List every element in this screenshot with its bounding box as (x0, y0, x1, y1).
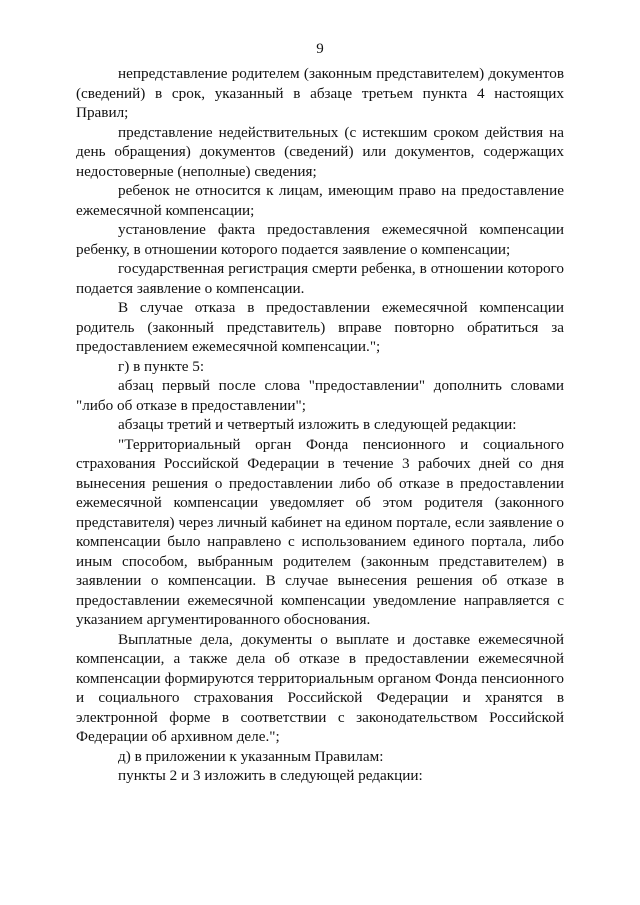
page-number: 9 (316, 41, 324, 57)
paragraph-refusal-ground-already-granted: установление факта предоставления ежемесячной компенсации ребенку, в отношении которого подается заявление о компенсации; (76, 221, 564, 258)
paragraph-repeat-application: В случае отказа в предоставлении ежемесячной компенсации родитель (законный представитель) вправе повторно обратиться за предоставлением ежемесячной компенсации."; (76, 299, 564, 355)
paragraph-item-d: д) в приложении к указанным Правилам: (118, 747, 384, 765)
paragraph-third-fourth-abzac: абзацы третий и четвертый изложить в следующей редакции: (118, 416, 517, 433)
paragraph-item-g: г) в пункте 5: (118, 357, 205, 375)
paragraph-refusal-ground-not-eligible: ребенок не относится к лицам, имеющим право на предоставление ежемесячной компенсации; (76, 182, 564, 219)
paragraph-refusal-ground-documents: непредставление родителем (законным представителем) документов (сведений) в срок, указанный в абзаце третьем пункта 4 настоящих Правил; (76, 65, 564, 121)
paragraph-refusal-ground-invalid: представление недействительных (с истекшим сроком действия на день обращения) документов (сведений) или документов, содержащих недостоверные (неполные) сведения; (76, 123, 564, 180)
paragraph-first-abzac-amendment: абзац первый после слова "предоставлении" дополнить словами "либо об отказе в предоставлении"; (76, 377, 564, 414)
paragraph-notification: "Территориальный орган Фонда пенсионного и социального страхования Российской Федерации в течение 3 рабочих дней со дня вынесения решения о предоставлении либо об отказе в предоставлении ежемесячной компенсации уведомляет об этом родителя (законного представителя) через личный кабинет на едином портале, если заявление о компенсации было направлено с использованием единого портала, либо иным способом, выбранным родителем (законным представителем) в заявлении о компенсации. В случае вынесения решения об отказе в предоставлении ежемесячной компенсации уведомление направляется с указанием аргументированного обоснования. (76, 435, 564, 628)
paragraph-items-2-3: пункты 2 и 3 изложить в следующей редакции: (118, 767, 423, 784)
document-body (76, 64, 564, 786)
paragraph-payment-files: Выплатные дела, документы о выплате и доставке ежемесячной компенсации, а также дела об отказе в предоставлении ежемесячной компенсации формируются территориальным органом Фонда пенсионного и социального страхования Российской Федерации и хранятся в электронной форме в соответствии с законодательством Российской Федерации об архивном деле."; (76, 630, 564, 745)
paragraph-refusal-ground-death: государственная регистрация смерти ребенка, в отношении которого подается заявление о компенсации. (76, 260, 564, 297)
